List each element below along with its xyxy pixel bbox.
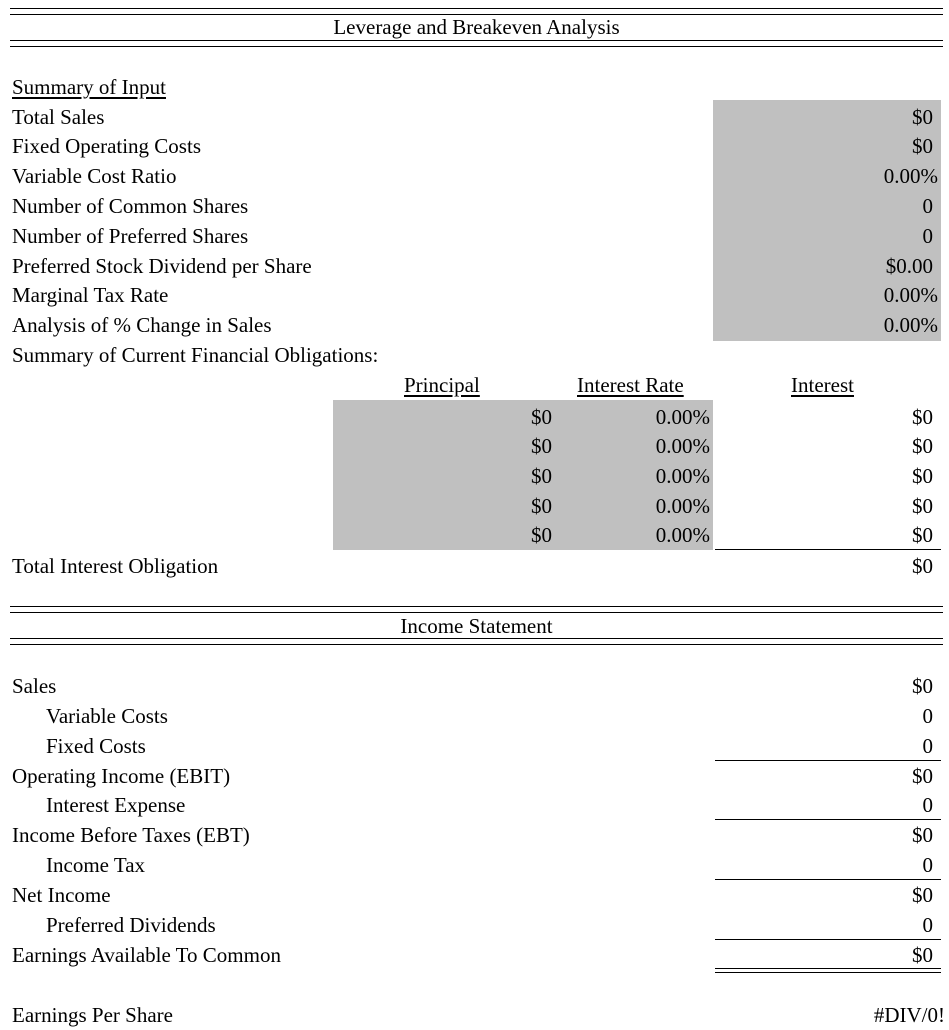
- sheet-title: Leverage and Breakeven Analysis: [333, 15, 620, 39]
- obligations-header: Summary of Current Financial Obligations:: [12, 343, 379, 367]
- col-header-principal: Principal: [404, 373, 480, 397]
- interest-rate-cell[interactable]: 0.00%: [655, 464, 710, 488]
- col-header-interest: Interest: [791, 373, 854, 397]
- principal-cell[interactable]: $0: [531, 523, 552, 547]
- is-value-ebit: $0: [912, 764, 933, 788]
- principal-cell[interactable]: $0: [531, 405, 552, 429]
- eps-value: #DIV/0!: [873, 1003, 945, 1027]
- is-label-fixed-costs: Fixed Costs: [46, 734, 146, 758]
- is-value-ebt: $0: [912, 823, 933, 847]
- principal-cell[interactable]: $0: [531, 464, 552, 488]
- input-value-marginal-tax-rate[interactable]: 0.00%: [883, 283, 938, 307]
- input-label-pct-change-sales: Analysis of % Change in Sales: [12, 313, 272, 337]
- input-label-marginal-tax-rate: Marginal Tax Rate: [12, 283, 169, 307]
- interest-cell: $0: [912, 523, 933, 547]
- input-label-preferred-shares: Number of Preferred Shares: [12, 224, 249, 248]
- input-value-fixed-operating-costs[interactable]: $0: [912, 134, 933, 158]
- input-summary-header: Summary of Input: [12, 75, 166, 99]
- input-value-variable-cost-ratio[interactable]: 0.00%: [883, 164, 938, 188]
- is-label-interest-expense: Interest Expense: [46, 793, 186, 817]
- interest-rate-cell[interactable]: 0.00%: [655, 494, 710, 518]
- input-label-fixed-operating-costs: Fixed Operating Costs: [12, 134, 201, 158]
- is-value-earnings-available: $0: [912, 943, 933, 967]
- is-value-fixed-costs: 0: [922, 734, 933, 758]
- interest-cell: $0: [912, 405, 933, 429]
- is-label-preferred-dividends: Preferred Dividends: [46, 913, 216, 937]
- eps-label: Earnings Per Share: [12, 1003, 173, 1027]
- is-label-income-tax: Income Tax: [46, 853, 146, 877]
- interest-total-rule: [715, 549, 941, 550]
- interest-cell: $0: [912, 464, 933, 488]
- col-header-interest-rate: Interest Rate: [577, 373, 684, 397]
- total-interest-label: Total Interest Obligation: [12, 554, 219, 578]
- is-value-net-income: $0: [912, 883, 933, 907]
- input-label-total-sales: Total Sales: [12, 105, 105, 129]
- total-interest-value: $0: [912, 554, 933, 578]
- input-label-variable-cost-ratio: Variable Cost Ratio: [12, 164, 177, 188]
- input-label-common-shares: Number of Common Shares: [12, 194, 249, 218]
- input-value-total-sales[interactable]: $0: [912, 105, 933, 129]
- interest-cell: $0: [912, 434, 933, 458]
- input-value-common-shares[interactable]: 0: [922, 194, 933, 218]
- input-label-preferred-dividend: Preferred Stock Dividend per Share: [12, 254, 312, 278]
- is-label-variable-costs: Variable Costs: [46, 704, 168, 728]
- is-label-earnings-available: Earnings Available To Common: [12, 943, 281, 967]
- interest-rate-cell[interactable]: 0.00%: [655, 405, 710, 429]
- interest-rate-cell[interactable]: 0.00%: [655, 523, 710, 547]
- is-value-sales: $0: [912, 674, 933, 698]
- title-bottom-rule: [10, 40, 943, 47]
- principal-cell[interactable]: $0: [531, 494, 552, 518]
- is-label-net-income: Net Income: [12, 883, 111, 907]
- eac-double-rule: [715, 968, 941, 973]
- income-statement-bottom-rule: [10, 638, 943, 645]
- input-value-pct-change-sales[interactable]: 0.00%: [883, 313, 938, 337]
- interest-cell: $0: [912, 494, 933, 518]
- is-label-sales: Sales: [12, 674, 57, 698]
- input-value-preferred-shares[interactable]: 0: [922, 224, 933, 248]
- income-statement-title: Income Statement: [400, 614, 553, 638]
- input-value-preferred-dividend[interactable]: $0.00: [885, 254, 933, 278]
- is-value-variable-costs: 0: [922, 704, 933, 728]
- principal-cell[interactable]: $0: [531, 434, 552, 458]
- is-label-ebt: Income Before Taxes (EBT): [12, 823, 250, 847]
- is-value-preferred-dividends: 0: [922, 913, 933, 937]
- is-value-income-tax: 0: [922, 853, 933, 877]
- is-value-interest-expense: 0: [922, 793, 933, 817]
- is-label-ebit: Operating Income (EBIT): [12, 764, 231, 788]
- interest-rate-cell[interactable]: 0.00%: [655, 434, 710, 458]
